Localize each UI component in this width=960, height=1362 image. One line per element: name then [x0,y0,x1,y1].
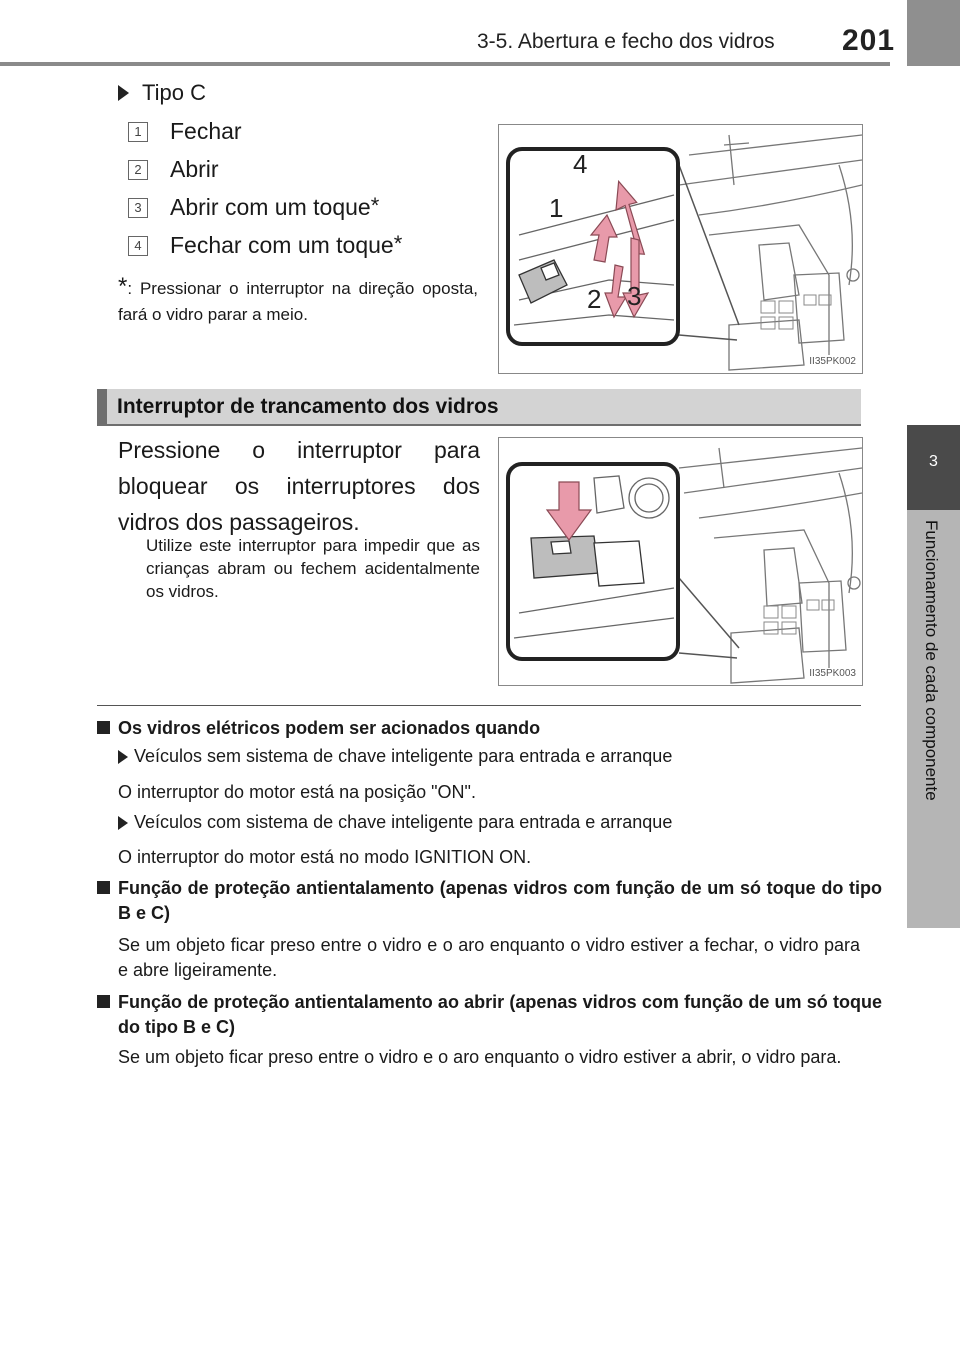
callout-2: 2 [587,284,602,314]
item-label: Abrir [170,156,219,182]
note-heading: Os vidros elétricos podem ser acionados quando [97,716,882,741]
item-number-badge: 2 [128,160,148,180]
footnote [118,274,478,328]
tipo-c-heading [118,80,206,106]
callout-3: 3 [627,281,642,311]
chapter-number-block [907,425,960,510]
chapter-number: 3 [929,453,938,470]
window-switch-figure [498,124,863,374]
lock-instruction: Pressione o interruptor para bloquear os interruptores dos vidros dos passageiros. [118,437,480,535]
lock-note: Utilize este interruptor para impedir que as crianças abram ou fechem acidentalmente os vidros. [146,536,480,601]
square-bullet-icon [97,721,110,734]
note-condition-text: Veículos com sistema de chave inteligente para entrada e arranque [134,812,673,832]
chapter-side-tab [907,0,960,1362]
note-text: Se um objeto ficar preso entre o vidro e o aro enquanto o vidro estiver a fechar, o vidro para e abre ligeiramente. [118,935,860,980]
side-tab-top-block [907,0,960,66]
note-condition [118,746,672,767]
square-bullet-icon [97,995,110,1008]
callout-1: 1 [549,193,564,223]
list-item: 4 Fechar com um toque * [128,232,402,259]
square-bullet-icon [97,881,110,894]
chapter-title: Funcionamento de cada componente [922,520,941,801]
section-heading-rule [97,424,861,426]
page-number: 201 [842,24,896,57]
note-condition [118,812,672,833]
figure-code: II35PK003 [809,668,856,679]
window-lock-illustration [499,438,862,685]
note-heading: Função de proteção antientalamento (apenas vidros com função de um só toque do tipo B e C) [97,876,882,926]
note-text: O interruptor do motor está na posição "ON". [118,782,476,802]
list-item [128,156,219,183]
section-divider [97,705,861,706]
item-label: Fechar com um toque [170,232,394,258]
note-text: O interruptor do motor está no modo IGNITION ON. [118,847,532,867]
item-number-badge: 3 [128,198,148,218]
arrow-bullet-icon [118,816,128,830]
list-item [128,118,242,145]
window-switch-illustration [499,125,862,373]
footnote-star: * [118,273,128,300]
note-heading: Função de proteção antientalamento ao abrir (apenas vidros com função de um só toque do tipo B e C) [97,990,882,1040]
note-condition-text: Veículos sem sistema de chave inteligente para entrada e arranque [134,746,673,766]
figure-code: II35PK002 [809,356,856,367]
footnote-text: : Pressionar o interruptor na direção oposta, fará o vidro parar a meio. [118,279,478,324]
callout-4: 4 [573,149,588,179]
item-label: Abrir com um toque [170,194,371,220]
item-label: Fechar [170,118,242,144]
section-heading-bar [97,389,861,424]
tipo-c-title: Tipo C [142,80,206,105]
list-item: 3 Abrir com um toque * [128,194,379,221]
header-rule [0,62,890,66]
item-number-badge: 4 [128,236,148,256]
note-text: Se um objeto ficar preso entre o vidro e o aro enquanto o vidro estiver a abrir, o vidro para. [118,1047,842,1067]
arrow-bullet-icon [118,85,129,101]
window-lock-figure [498,437,863,686]
running-header-section: 3-5. Abertura e fecho dos vidros [477,30,775,53]
section-heading: Interruptor de trancamento dos vidros [117,395,499,418]
arrow-bullet-icon [118,750,128,764]
item-number-badge: 1 [128,122,148,142]
